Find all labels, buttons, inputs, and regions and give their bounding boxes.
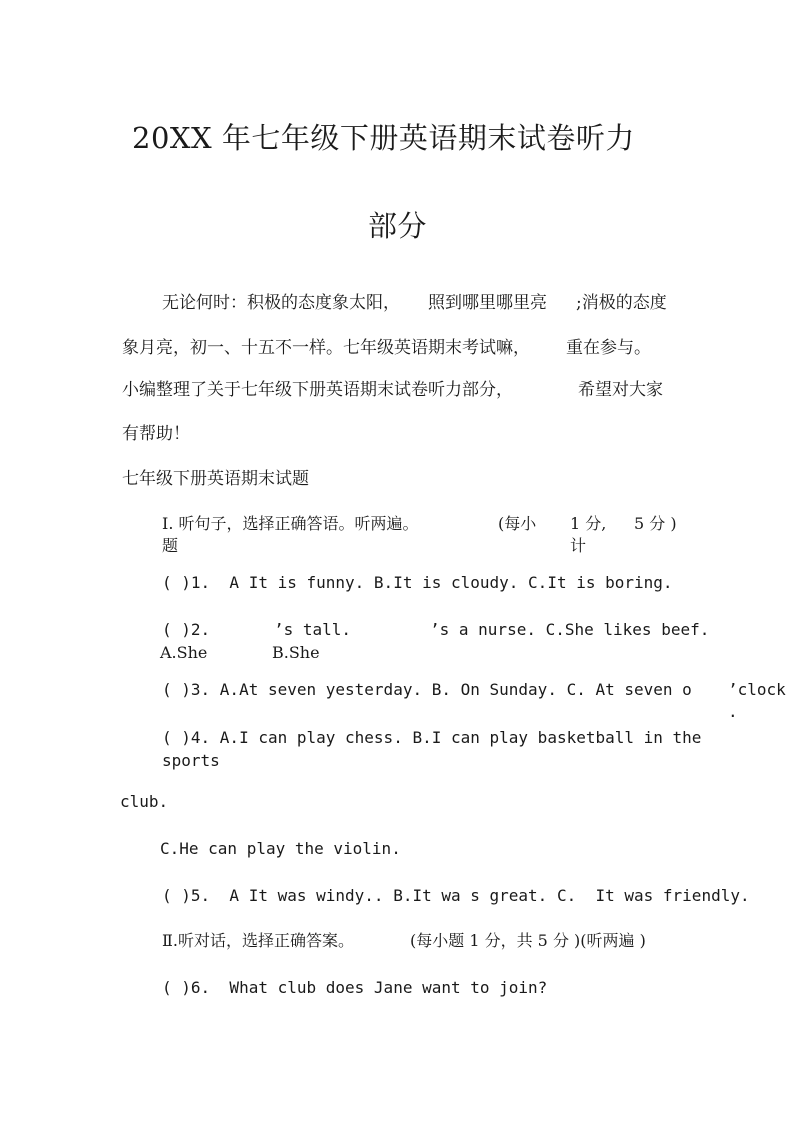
question-4: club. xyxy=(120,792,169,811)
question-1: ( )1. A It is funny. B.It is cloudy. C.It is boring. xyxy=(162,573,673,592)
intro-text: 希望对大家 xyxy=(578,380,663,400)
exam-heading: 七年级下册英语期末试题 xyxy=(122,469,309,489)
intro-text: 重在参与。 xyxy=(566,338,651,358)
question-3: ’clock xyxy=(728,680,786,699)
question-2: ’s a nurse. C.She likes beef. xyxy=(430,620,710,639)
section-2-instruction: Ⅱ.听对话，选择正确答案。 xyxy=(162,931,354,950)
question-2-option: A.She xyxy=(160,643,208,662)
question-4: C.He can play the violin. xyxy=(160,839,401,858)
question-2: ’s tall. xyxy=(274,620,352,639)
page-title: 20XX 年七年级下册英语期末试卷听力 xyxy=(132,121,635,155)
intro-text: 无论何时：积极的态度象太阳， xyxy=(162,293,400,313)
section-1-instruction: Ⅰ. 听句子，选择正确答语。听两遍。 xyxy=(162,514,419,533)
section-1-instruction: 5 分 ) xyxy=(634,514,677,533)
section-1-instruction: (每小 xyxy=(498,514,537,533)
section-2-instruction: (每小题 1 分，共 5 分 )(听两遍 ) xyxy=(410,931,646,950)
section-1-instruction: 1 分, xyxy=(570,514,607,533)
intro-text: 小编整理了关于七年级下册英语期末试卷听力部分， xyxy=(122,380,513,400)
intro-text: 照到哪里哪里亮 xyxy=(428,293,547,313)
intro-text: ;消极的态度 xyxy=(576,293,667,313)
page-title-continued: 部分 xyxy=(368,209,428,243)
question-3: . xyxy=(728,702,738,721)
intro-text: 有帮助！ xyxy=(122,424,190,444)
question-2-option: B.She xyxy=(272,643,320,662)
section-1-instruction: 计 xyxy=(570,536,587,555)
question-3: ( )3. A.At seven yesterday. B. On Sunday. C. At seven o xyxy=(162,680,692,699)
question-4: sports xyxy=(162,751,220,770)
intro-text: 象月亮，初一、十五不一样。七年级英语期末考试嘛， xyxy=(122,338,530,358)
question-2: ( )2. xyxy=(162,620,211,639)
question-4: ( )4. A.I can play chess. B.I can play basketball in the xyxy=(162,728,702,747)
question-6: ( )6. What club does Jane want to join? xyxy=(162,978,548,997)
question-5: ( )5. A It was windy.. B.It wa s great. C. It was friendly. xyxy=(162,886,750,905)
section-1-instruction: 题 xyxy=(162,536,179,555)
